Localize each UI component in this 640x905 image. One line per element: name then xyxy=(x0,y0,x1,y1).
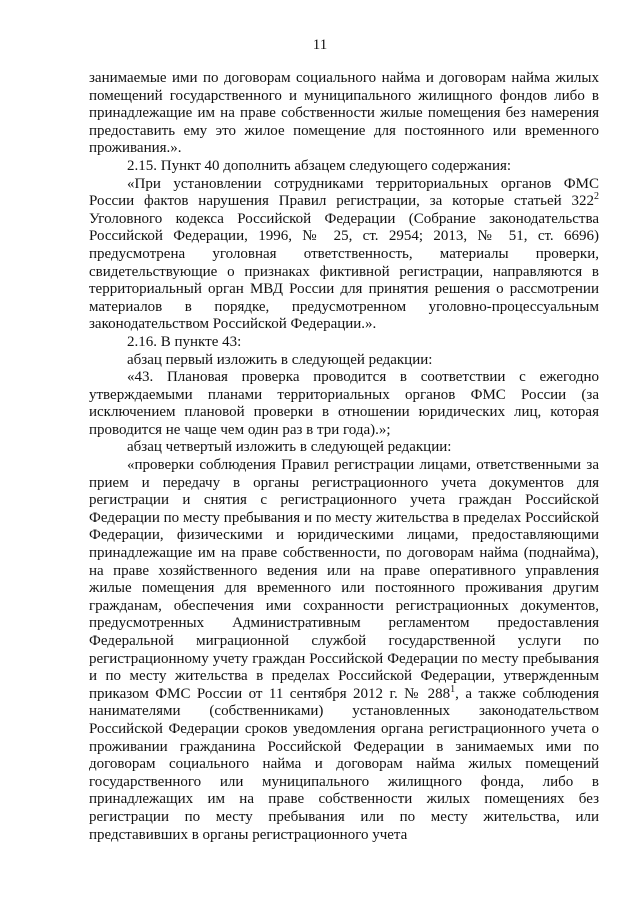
superscript: 1 xyxy=(450,683,456,695)
page-number: 11 xyxy=(312,37,328,53)
document-body xyxy=(89,70,599,844)
paragraph-amendment-inspection xyxy=(89,457,599,844)
paragraph-text: , а также соблюдения нанимателями (собственниками) установленных законодательством Российской Федерации сроков уведомления органа регистрационного учета о проживании гражданина Российской Федерации в занимаемых ими по договорам социального найма и договорам найма жилых помещений государственного или муниципального жилищного фонда, либо в принадлежащих им на праве собственности жилых помещениях без регистрации по месту пребывания или по месту жительства, или представивших в органы регистрационного учета xyxy=(89,685,600,843)
paragraph-continuation: занимаемые ими по договорам социального найма и договорам найма жилых помещений государственного и муниципального жилищного фондов либо в принадлежащие им на праве собственности жилые помещения без намерения предоставить ему это жилое помещение для постоянного или временного проживания.». xyxy=(89,70,599,157)
paragraph-text: «проверки соблюдения Правил регистрации лицами, ответственными за прием и передачу в органы регистрационного учета документов для регистрации и снятия с регистрационного учета граждан Российской Федерации по месту пребывания и по месту жительства в пределах Российской Федерации, физическими и юридическими лицами, предоставляющими принадлежащие им на праве собственности, по договорам найма (поднайма), на праве хозяйственного ведения или на праве оперативного управления жилые помещения для временного или постоянного проживания другим гражданам, обеспечения ими сохранности регистрационных документов, предусмотренных Административным регламентом предоставления Федеральной миграционной службой государственной услуги по регистрационному учету граждан Российской Федерации по месту пребывания и по месту жительства в пределах Российской Федерации, утвержденным приказом ФМС России от 11 сентября 2012 г. № 288 xyxy=(89,457,599,702)
paragraph-instruction-fourth: абзац четвертый изложить в следующей редакции: xyxy=(127,439,452,456)
paragraph-text: «При установлении сотрудниками территориальных органов ФМС России фактов нарушения Правил регистрации, за которые статьей 322 xyxy=(89,175,599,210)
paragraph-item-2-15: 2.15. Пункт 40 дополнить абзацем следующего содержания: xyxy=(127,157,512,174)
paragraph-text: Уголовного кодекса Российской Федерации (Собрание законодательства Российской Федерации, 1996, № 25, ст. 2954; 2013, № 51, ст. 6696) предусмотрена уголовная ответственность, материалы проверки, свидетельствующие о признаках фиктивной регистрации, направляются в территориальный орган МВД России для принятия решения о рассмотрении материалов в порядке, предусмотренном уголовно-процессуальным законодательством Российской Федерации.». xyxy=(89,210,599,333)
superscript: 2 xyxy=(594,191,599,203)
paragraph-instruction-first: абзац первый изложить в следующей редакции: xyxy=(127,351,433,368)
paragraph-amendment-40 xyxy=(89,176,599,334)
paragraph-item-2-16: 2.16. В пункте 43: xyxy=(127,333,242,350)
paragraph-amendment-43: «43. Плановая проверка проводится в соответствии с ежегодно утверждаемыми планами территориальных органов ФМС России (за исключением плановой проверки в отношении юридических лиц, которая проводится не чаще чем один раз в три года).»; xyxy=(89,369,599,438)
